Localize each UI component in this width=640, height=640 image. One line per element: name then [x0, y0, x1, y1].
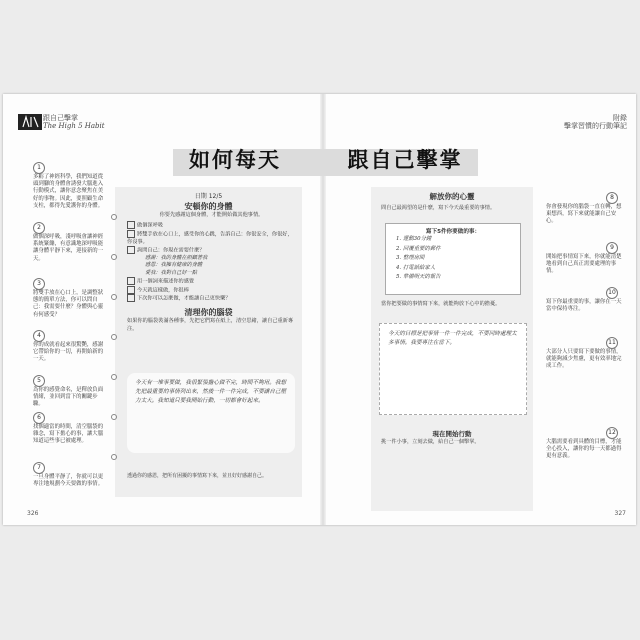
handwritten-line: 愛我：我對自己好一點 [145, 269, 197, 276]
note-text: 寫下你最重要的事，讓你在一天當中保持專注。 [546, 299, 622, 313]
checklist-item: 用一個詞來描述你的感覺 [115, 277, 302, 286]
page-title-right: 跟自己擊掌 [347, 147, 463, 172]
margin-note [546, 244, 626, 276]
note-number: 2 [33, 222, 45, 234]
page-number-left: 326 [27, 510, 39, 517]
note-text: 你的成就看起來很驚艷，感謝它帶給你的一切，再開始新的一天。 [33, 342, 104, 363]
todo-item: 2. 回覆重要的郵件 [396, 245, 441, 252]
margin-note [546, 289, 626, 313]
book-spread [3, 94, 636, 525]
handwritten-text: 今天有一堆事要做，我很緊張擔心做不完，時間不夠用。我想先把最重要的事情列出來，然後一件一件完成，不要讓自己壓力太大。我知道只要我開始行動，一切都會好起來。 [135, 380, 287, 404]
section-heading: 現在開始行動 [432, 430, 472, 438]
running-header-right [564, 114, 627, 130]
margin-note [33, 164, 107, 210]
note-number: 4 [33, 330, 45, 342]
note-number: 1 [33, 162, 45, 174]
handwriting-box [127, 373, 295, 453]
margin-note [546, 194, 626, 226]
page-title-left: 如何每天 [189, 147, 281, 172]
checkbox-icon [127, 294, 135, 302]
note-text: 大腦需要看到具體的目標，才能全心投入，讓你的每一天都過得更有意義。 [546, 439, 622, 460]
checklist-item: 將雙手放在心口上，感受你的心跳，告訴自己：你很安全，你很好，你沒事。 [127, 231, 293, 245]
notebook-date: 日期 12/5 [194, 193, 223, 200]
running-header-left [43, 114, 105, 130]
note-number: 7 [33, 462, 45, 474]
notebook-rings-icon [110, 187, 118, 497]
book-subtitle: The High 5 Habit [43, 122, 105, 130]
note-text: 將雙手放在心口上，是調整狀態的簡單方法，你可以問自己：我需要什麼？身體與心靈有何感受？ [33, 290, 104, 318]
handwriting-box [379, 323, 527, 415]
checklist-item: 做個深呼吸 [115, 221, 302, 230]
todo-item: 1. 運動30分鐘 [396, 236, 432, 242]
margin-note [546, 339, 626, 371]
margin-note [33, 224, 107, 263]
note-number: 5 [33, 375, 45, 387]
right-panel [371, 187, 533, 511]
note-text: 多虧了神經科學，我們知道從頭到腳的身體會誘發大腦進入行動模式，讓你意念聚焦在美好的事物。因此，要照顧生命支柱，都得先愛護你的身體。 [33, 174, 104, 209]
note-text: 做個深呼吸，淺呼吸會讓神經系統緊繃，有意識地深呼吸能讓身體平靜下來，迎接新的一天。 [33, 234, 104, 262]
note-text: 為你的感覺命名，是釋放負面情緒，並回到當下的關鍵步驟。 [33, 387, 104, 408]
margin-note [33, 280, 107, 319]
section-text: 挑一件小事，立刻去做，給自己一個擊掌。 [381, 439, 480, 445]
note-number: 9 [606, 242, 618, 254]
note-number: 10 [606, 287, 618, 299]
note-number: 12 [606, 427, 618, 439]
checkbox-icon [127, 246, 135, 254]
todo-box [385, 223, 521, 295]
margin-note [33, 464, 107, 488]
page-number-right: 327 [614, 510, 626, 517]
margin-note [33, 377, 107, 409]
section-heading: 安頓你的身體 [184, 202, 233, 211]
margin-note [33, 414, 107, 446]
section-title: 擊掌習慣的行動筆記 [564, 122, 627, 130]
checkbox-icon [127, 230, 135, 238]
footer-note: 透過你的感恩，把所有困擾的事情寫下來，並且好好感謝自己。 [127, 473, 268, 479]
note-number: 11 [606, 337, 618, 349]
todo-item: 3. 整理房間 [396, 255, 425, 261]
checklist-item: 今天就這樣做，你很棒 [115, 286, 302, 295]
note-text: 開始把事情寫下來，你就能清楚地看到自己真正需要處理的事情。 [546, 254, 622, 275]
todo-item: 4. 打電話給家人 [396, 264, 436, 271]
note-text: 大部分人只要寫下要做的事情，就能夠減少焦慮，更有效率地完成工作。 [546, 349, 622, 370]
note-text: 找個適當的時間，清空腦袋的雜念，寫下擔心的事，讓大腦知道這些事已被處理。 [33, 424, 104, 445]
margin-note [33, 332, 107, 364]
note-text: 一旦身體平靜了，你就可以更專注地規劃今天要做的事情。 [33, 474, 104, 488]
section-heading: 清理你的腦袋 [184, 308, 233, 318]
book-logo-icon [17, 113, 43, 131]
note-number: 6 [33, 412, 45, 424]
checkbox-icon [127, 221, 135, 229]
handwritten-text: 今天的目標是把事情一件一件完成，不要同時處理太多事情。我要專注在當下。 [388, 331, 517, 346]
section-heading: 解放你的心靈 [429, 192, 475, 201]
section-intro: 如果你的腦袋裝滿各種事，先把它們寫在紙上，清空思緒，讓自己重新專注。 [127, 318, 294, 332]
handwritten-line: 感恩：我擁有健康的身體 [145, 262, 203, 269]
margin-note [546, 429, 626, 461]
checkbox-icon [127, 286, 135, 294]
section-intro: 問自己最渴望的是什麼，寫下今天最重要的事情。 [381, 205, 496, 211]
checklist-item: 詢問自己：你現在需要什麼？ [115, 246, 302, 255]
checklist-item: 下次你可以怎麼做，才能讓自己更快樂？ [115, 294, 302, 303]
notebook-panel [115, 187, 302, 497]
note-text: 你會發現你的腦袋一直在轉，想東想西，寫下來就能讓自己安心。 [546, 204, 622, 225]
todo-title: 寫下5件你要做的事： [425, 229, 481, 235]
todo-item: 5. 準備明天的報告 [396, 274, 441, 280]
middle-text: 當你把要做的事情寫下來，就能夠放下心中的擔憂。 [381, 301, 501, 307]
section-intro: 你要先感謝這個身體，才能開始做其他事情。 [159, 212, 264, 218]
handwritten-line: 感謝：我的身體在照顧著我 [145, 254, 208, 261]
book-title: 跟自己擊掌 [43, 114, 78, 122]
checkbox-icon [127, 277, 135, 285]
section-label: 附錄 [613, 114, 627, 122]
note-number: 3 [33, 278, 45, 290]
note-number: 8 [606, 192, 618, 204]
